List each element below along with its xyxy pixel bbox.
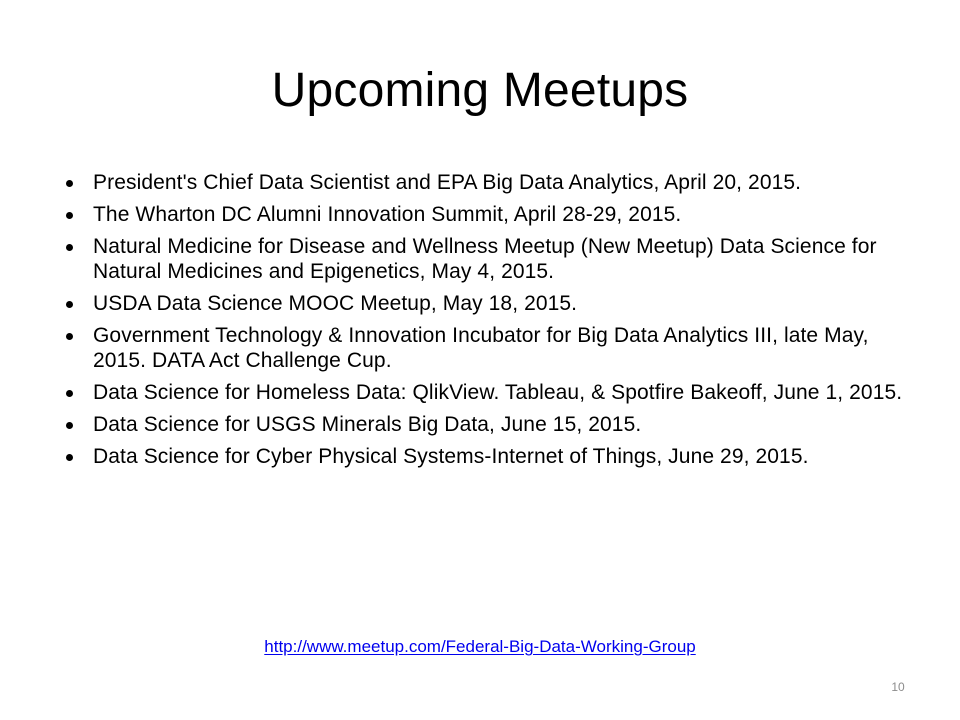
- bullet-item: [66, 202, 906, 227]
- bullet-list: [66, 170, 906, 476]
- bullet-item: [66, 234, 906, 284]
- bullet-text: Government Technology & Innovation Incubator for Big Data Analytics III, late May, 2015. DATA Act Challenge Cup.: [93, 324, 869, 372]
- bullet-icon: [66, 301, 73, 308]
- bullet-item: [66, 444, 906, 469]
- bullet-text: Data Science for USGS Minerals Big Data, June 15, 2015.: [93, 413, 642, 436]
- bullet-icon: [66, 244, 73, 251]
- bullet-text: USDA Data Science MOOC Meetup, May 18, 2015.: [93, 292, 578, 315]
- bullet-text: The Wharton DC Alumni Innovation Summit, April 28-29, 2015.: [93, 203, 682, 226]
- bullet-icon: [66, 454, 73, 461]
- slide-title: Upcoming Meetups: [271, 64, 689, 117]
- bullet-item: [66, 323, 906, 373]
- bullet-item: [66, 380, 906, 405]
- bullet-icon: [66, 422, 73, 429]
- bullet-text: Natural Medicine for Disease and Wellness Meetup (New Meetup) Data Science for Natural Medicines and Epigenetics, May 4, 2015.: [93, 235, 877, 283]
- meetup-link-container: [0, 636, 960, 658]
- bullet-text: Data Science for Cyber Physical Systems-Internet of Things, June 29, 2015.: [93, 445, 809, 468]
- bullet-icon: [66, 180, 73, 187]
- bullet-item: [66, 170, 906, 195]
- bullet-text: President's Chief Data Scientist and EPA Big Data Analytics, April 20, 2015.: [93, 171, 802, 194]
- bullet-text: Data Science for Homeless Data: QlikView. Tableau, & Spotfire Bakeoff, June 1, 2015.: [93, 381, 903, 404]
- bullet-item: [66, 412, 906, 437]
- meetup-link[interactable]: http://www.meetup.com/Federal-Big-Data-Working-Group: [264, 637, 696, 656]
- bullet-icon: [66, 212, 73, 219]
- bullet-icon: [66, 333, 73, 340]
- bullet-icon: [66, 390, 73, 397]
- bullet-item: [66, 291, 906, 316]
- page-number: 10: [891, 680, 905, 694]
